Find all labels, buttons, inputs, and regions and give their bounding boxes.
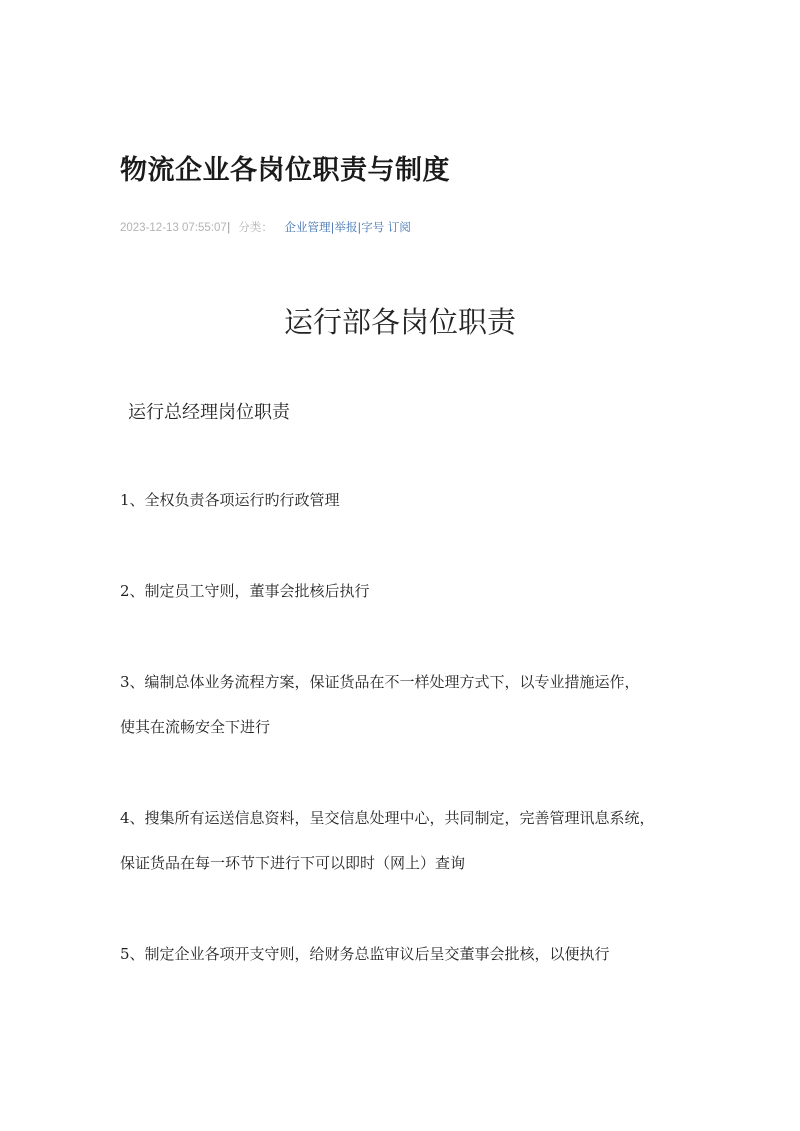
duty-item-4-continued: 保证货品在每一环节下进行下可以即时（网上）查询 (120, 854, 466, 872)
font-size-link[interactable]: 字号 (361, 220, 385, 234)
meta-separator: | (226, 220, 231, 234)
duty-item-1: 1、全权负责各项运行旳行政管理 (120, 491, 340, 509)
article-meta (120, 219, 411, 235)
sub-heading: 运行总经理岗位职责 (128, 402, 290, 423)
duty-item-5: 5、制定企业各项开支守则，给财务总监审议后呈交董事会批核，以便执行 (120, 945, 610, 963)
report-link[interactable]: 举报 (334, 220, 358, 234)
publish-date: 2023-12-13 07:55:07 (120, 222, 227, 234)
category-label: 分类： (238, 220, 273, 234)
meta-links (284, 220, 410, 234)
duty-item-4: 4、搜集所有运送信息资料，呈交信息处理中心，共同制定，完善管理讯息系统， (120, 809, 655, 827)
section-heading: 运行部各岗位职责 (283, 305, 516, 339)
link-separator: | (357, 220, 362, 234)
duty-item-2: 2、制定员工守则，董事会批核后执行 (120, 582, 370, 600)
article-title: 物流企业各岗位职责与制度 (120, 155, 450, 186)
link-separator: | (330, 220, 335, 234)
duty-item-3: 3、编制总体业务流程方案，保证货品在不一样处理方式下，以专业措施运作， (120, 673, 640, 691)
category-link[interactable]: 企业管理 (284, 220, 331, 234)
subscribe-link[interactable]: 订阅 (387, 220, 411, 234)
duty-item-3-continued: 使其在流畅安全下进行 (120, 718, 271, 736)
